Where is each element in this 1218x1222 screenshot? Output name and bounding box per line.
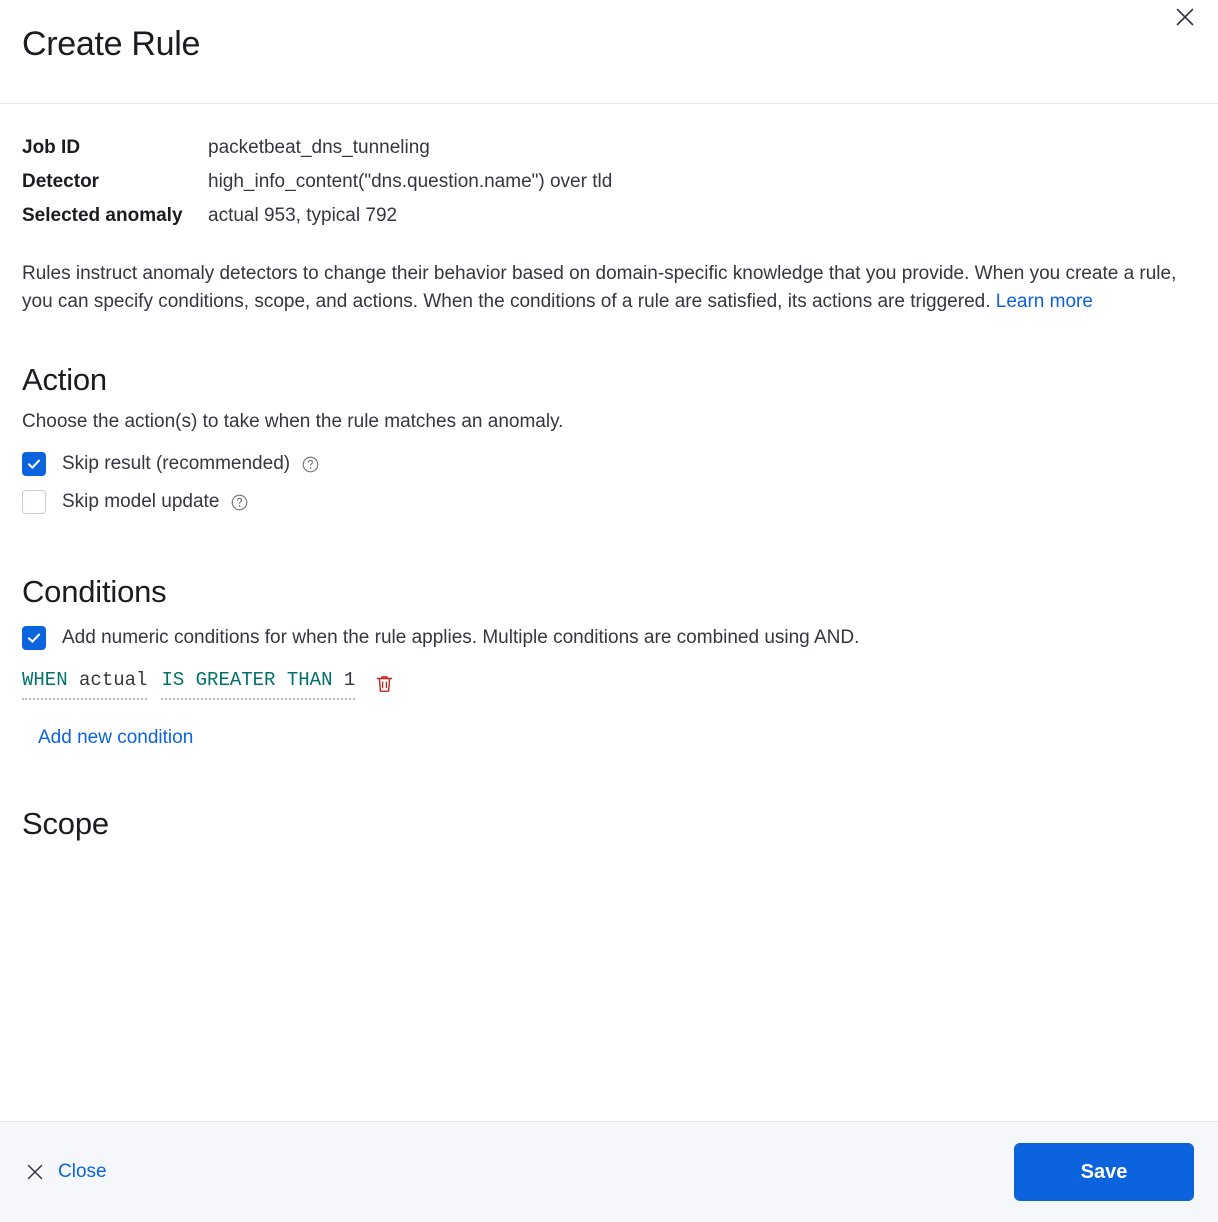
detail-row: [22, 134, 1194, 162]
checkbox-skip-result-label: Skip result (recommended): [62, 453, 291, 474]
rule-details: [22, 134, 1194, 230]
detail-label: Job ID: [22, 137, 81, 158]
flyout-body: [0, 104, 1218, 1121]
close-button-label: Close: [58, 1161, 107, 1182]
save-button[interactable]: Save: [1014, 1143, 1194, 1201]
condition-row: [22, 668, 1194, 700]
close-icon[interactable]: [1170, 2, 1200, 32]
detail-label: Detector: [22, 171, 100, 192]
condition-field-button[interactable]: [22, 668, 147, 700]
checkbox-enable-conditions-box[interactable]: [22, 626, 46, 650]
checkbox-skip-model-update-box[interactable]: [22, 490, 46, 514]
checkbox-enable-conditions[interactable]: [22, 626, 1194, 650]
page-title: Create Rule: [22, 25, 201, 63]
flyout-header: [0, 0, 1218, 104]
flyout-footer: [0, 1121, 1218, 1222]
condition-operator-label: IS GREATER THAN: [161, 669, 333, 691]
detail-row: [22, 202, 1194, 230]
detail-value: actual 953, typical 792: [208, 205, 398, 226]
checkbox-skip-model-update[interactable]: [22, 490, 1194, 514]
detail-label: Selected anomaly: [22, 205, 183, 226]
condition-when-keyword: WHEN: [22, 669, 68, 691]
scope-heading: Scope: [22, 806, 109, 841]
condition-field-value: actual: [79, 669, 148, 691]
checkbox-enable-conditions-label: Add numeric conditions for when the rule applies. Multiple conditions are combined using AND.: [62, 627, 860, 648]
close-button[interactable]: [22, 1155, 111, 1189]
detail-row: [22, 168, 1194, 196]
checkbox-skip-result-box[interactable]: [22, 452, 46, 476]
conditions-heading: Conditions: [22, 574, 167, 609]
trash-icon[interactable]: [375, 674, 394, 694]
add-new-condition-link[interactable]: Add new condition: [38, 727, 194, 748]
learn-more-link[interactable]: Learn more: [995, 291, 1093, 312]
question-in-circle-icon[interactable]: [231, 494, 248, 511]
condition-value: 1: [343, 669, 356, 691]
action-description: Choose the action(s) to take when the rule matches an anomaly.: [22, 411, 564, 432]
action-heading: Action: [22, 362, 107, 397]
detail-value: packetbeat_dns_tunneling: [208, 137, 430, 158]
intro-text: [22, 260, 1182, 316]
checkbox-skip-result[interactable]: [22, 452, 1194, 476]
checkbox-skip-model-update-label: Skip model update: [62, 491, 220, 512]
cross-icon: [26, 1163, 44, 1181]
detail-value: high_info_content("dns.question.name") over tld: [208, 171, 613, 192]
condition-operator-button[interactable]: [161, 668, 355, 700]
intro-body: Rules instruct anomaly detectors to change their behavior based on domain-specific knowledge that you provide. When you create a rule, you can specify conditions, scope, and actions. When the conditions of a rule are satisfied, its actions are triggered.: [22, 263, 1177, 312]
question-in-circle-icon[interactable]: [302, 456, 319, 473]
